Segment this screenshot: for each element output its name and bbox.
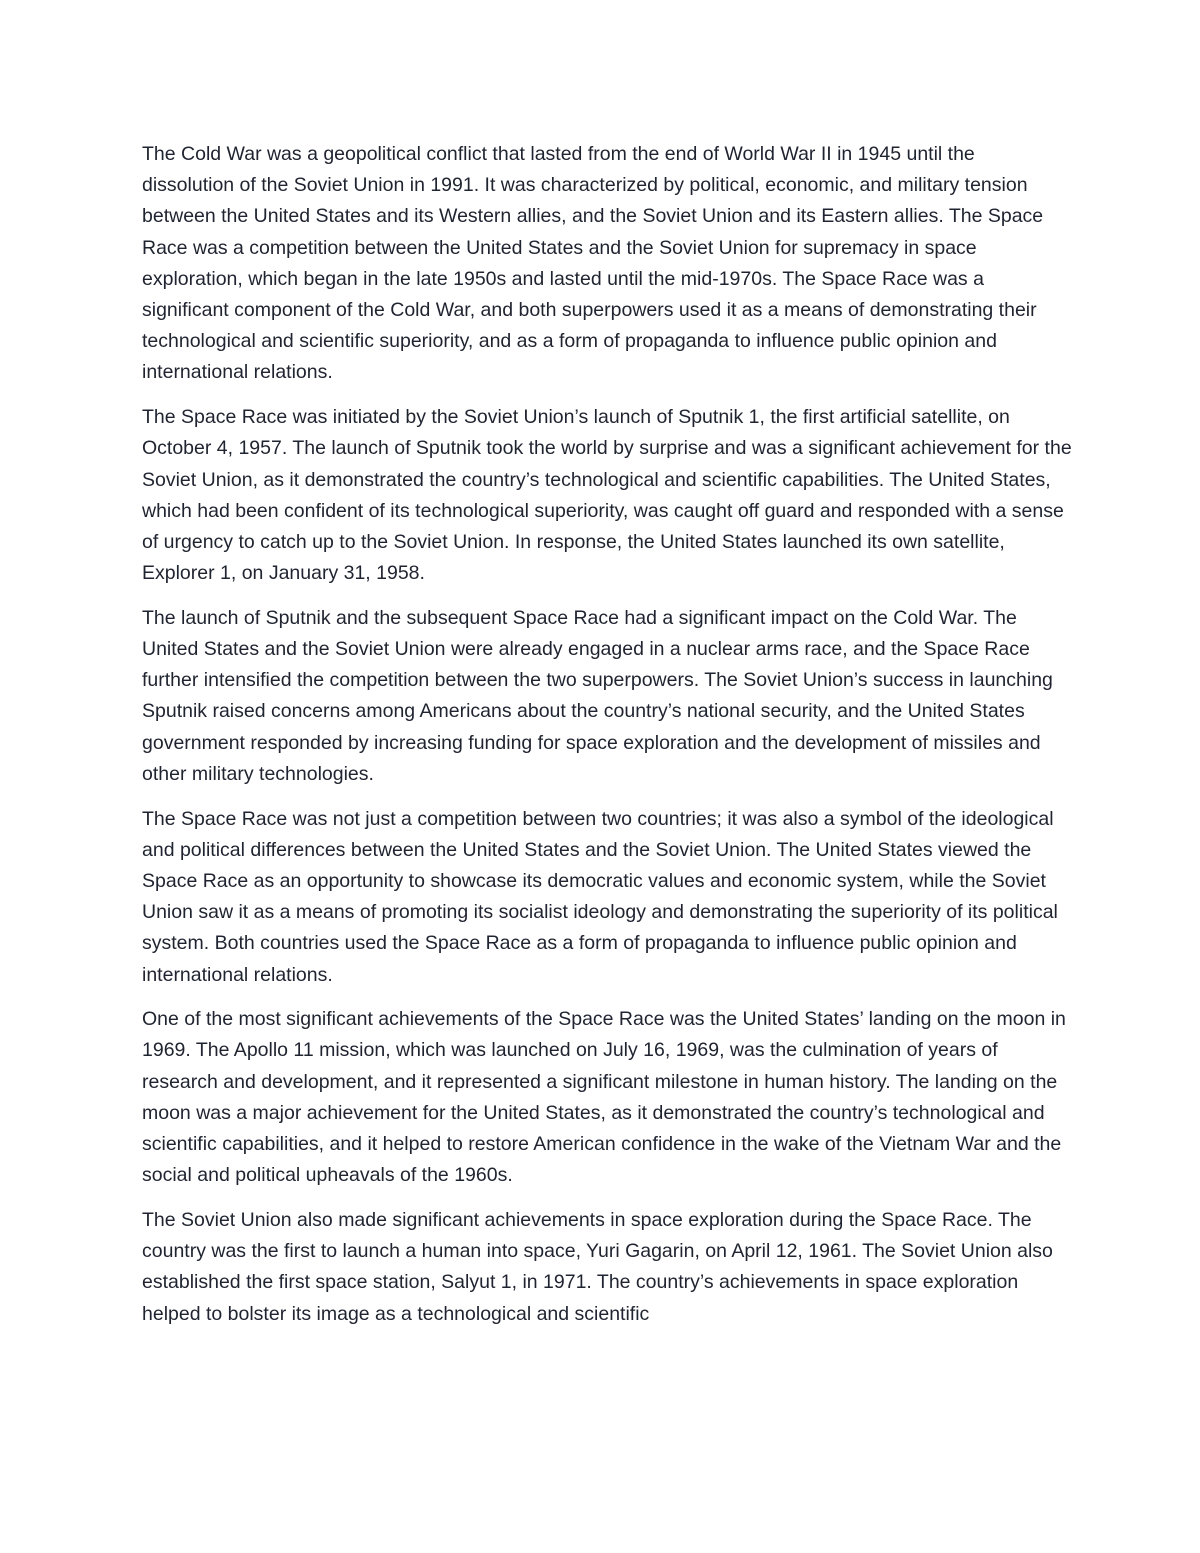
paragraph-sputnik-launch: The Space Race was initiated by the Soviet Union’s launch of Sputnik 1, the first artificial satellite, on October 4, 1957. The launch of Sputnik took the world by surprise and was a significant achievement for the Soviet Union, as it demonstrated the country’s technological and scientific capabilities. The United States, which had been confident of its technological superiority, was caught off guard and responded with a sense of urgency to catch up to the Soviet Union. In response, the United States launched its own satellite, Explorer 1, on January 31, 1958. <box>142 406 1072 585</box>
document-body <box>142 139 1072 1343</box>
paragraph-ideological-symbol: The Space Race was not just a competition between two countries; it was also a symbol of the ideological and political differences between the United States and the Soviet Union. The United States viewed the Space Race as an opportunity to showcase its democratic values and economic system, while the Soviet Union saw it as a means of promoting its socialist ideology and demonstrating the superiority of its political system. Both countries used the Space Race as a form of propaganda to influence public opinion and international relations. <box>142 807 1058 986</box>
paragraph-moon-landing: One of the most significant achievements of the Space Race was the United States’ landing on the moon in 1969. The Apollo 11 mission, which was launched on July 16, 1969, was the culmination of years of research and development, and it represented a significant milestone in human history. The landing on the moon was a major achievement for the United States, as it demonstrated the country’s technological and scientific capabilities, and it helped to restore American confidence in the wake of the Vietnam War and the social and political upheavals of the 1960s. <box>142 1008 1066 1187</box>
paragraph-soviet-achievements: The Soviet Union also made significant achievements in space exploration during the Space Race. The country was the first to launch a human into space, Yuri Gagarin, on April 12, 1961. The Soviet Union also established the first space station, Salyut 1, in 1971. The country’s achievements in space exploration helped to bolster its image as a technological and scientific <box>142 1209 1053 1325</box>
paragraph-sputnik-impact: The launch of Sputnik and the subsequent Space Race had a significant impact on the Cold War. The United States and the Soviet Union were already engaged in a nuclear arms race, and the Space Race further intensified the competition between the two superpowers. The Soviet Union’s success in launching Sputnik raised concerns among Americans about the country’s national security, and the United States government responded by increasing funding for space exploration and the development of missiles and other military technologies. <box>142 606 1053 785</box>
paragraph-cold-war-intro: The Cold War was a geopolitical conflict that lasted from the end of World War II in 1945 until the dissolution of the Soviet Union in 1991. It was characterized by political, economic, and military tension between the United States and its Western allies, and the Soviet Union and its Eastern allies. The Space Race was a competition between the United States and the Soviet Union for supremacy in space exploration, which began in the late 1950s and lasted until the mid-1970s. The Space Race was a significant component of the Cold War, and both superpowers used it as a means of demonstrating their technological and scientific superiority, and as a form of propaganda to influence public opinion and international relations. <box>142 143 1044 384</box>
